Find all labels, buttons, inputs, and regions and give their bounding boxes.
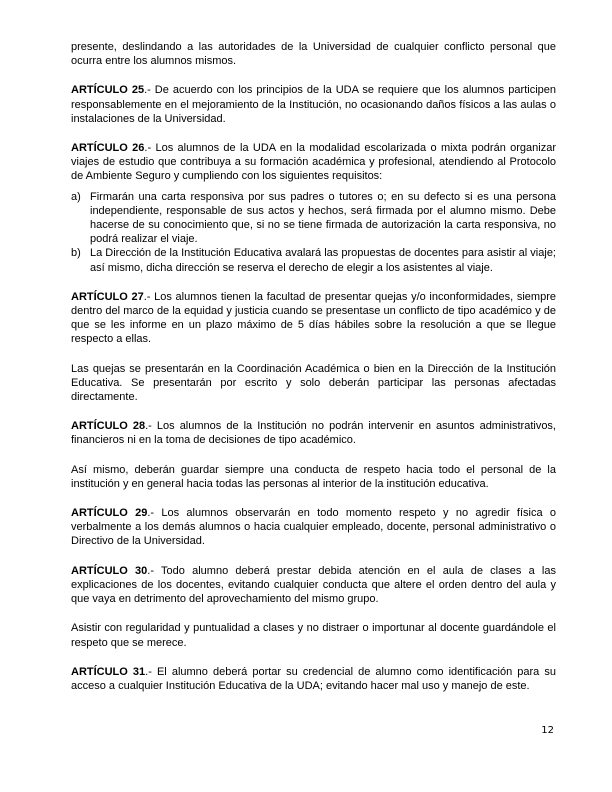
article-label: ARTÍCULO 29 bbox=[71, 507, 148, 520]
article-label: ARTÍCULO 30 bbox=[71, 564, 148, 577]
article-label: ARTÍCULO 31 bbox=[71, 665, 146, 678]
article-30 bbox=[71, 564, 556, 607]
article-26 bbox=[71, 141, 556, 184]
article-27-complaints: Las quejas se presentarán en la Coordinación Académica o bien en la Dirección de la Institución Educativa. Se presentarán por escrito y solo deberán participar las personas afectadas directamente. bbox=[71, 362, 556, 404]
page-number: 12 bbox=[541, 725, 554, 736]
article-29 bbox=[71, 506, 556, 549]
document-page bbox=[71, 40, 556, 708]
list-marker: b) bbox=[71, 247, 81, 260]
requirements-list bbox=[71, 190, 556, 275]
article-text: .- Los alumnos de la Institución no podrán intervenir en asuntos administrativos, financieros ni en la toma de decisiones de tipo académico. bbox=[71, 420, 556, 447]
article-28-conduct: Así mismo, deberán guardar siempre una conducta de respeto hacia todo el personal de la institución y en general hacia todas las personas al interior de la institución educativa. bbox=[71, 463, 556, 490]
article-text: .- El alumno deberá portar su credencial de alumno como identificación para su acceso a cualquier Institución Educativa de la UDA; evitando hacer mal uso y manejo de este. bbox=[71, 665, 556, 692]
article-text: .- De acuerdo con los principios de la UDA se requiere que los alumnos participen responsablemente en el mejoramiento de la Institución, no ocasionando daños físicos a las aulas o instalaciones de la Universidad. bbox=[71, 84, 556, 125]
article-label: ARTÍCULO 27 bbox=[71, 290, 144, 303]
article-label: ARTÍCULO 28 bbox=[71, 420, 146, 433]
article-text: .- Todo alumno deberá prestar debida atención en el aula de clases a las explicaciones de los docentes, evitando cualquier conducta que altere el orden dentro del aula y que vaya en detrimento del aprovechamiento del mismo grupo. bbox=[71, 564, 556, 606]
article-28 bbox=[71, 419, 556, 447]
article-27 bbox=[71, 290, 556, 347]
intro-paragraph: presente, deslindando a las autoridades de la Universidad de cualquier conflicto personal que ocurra entre los alumnos mismos. bbox=[71, 41, 556, 68]
article-30-attendance: Asistir con regularidad y puntualidad a clases y no distraer o importunar al docente guardándole el respeto que se merece. bbox=[71, 622, 556, 649]
list-item bbox=[71, 246, 556, 274]
article-31 bbox=[71, 665, 556, 693]
article-text: .- Los alumnos de la UDA en la modalidad escolarizada o mixta podrán organizar viajes de estudio que contribuya a su formación académica y profesional, atendiendo al Protocolo de Ambiente Seguro y cumpliendo con los siguientes requisitos: bbox=[71, 142, 557, 183]
article-label: ARTÍCULO 26 bbox=[71, 142, 145, 155]
article-label: ARTÍCULO 25 bbox=[71, 84, 145, 97]
article-text: .- Los alumnos observarán en todo momento respeto y no agredir física o verbalmente a los demás alumnos o hacia cualquier empleado, docente, personal administrativo o Directivo de la Universidad. bbox=[71, 507, 556, 548]
article-25 bbox=[71, 83, 556, 126]
list-marker: a) bbox=[71, 190, 81, 203]
list-item bbox=[71, 190, 556, 247]
article-text: .- Los alumnos tienen la facultad de presentar quejas y/o inconformidades, siempre dentro del marco de la equidad y justicia cuando se presentase un conflicto de tipo académico y de que se les informe en un plazo máximo de 5 días hábiles sobre la resolución a que se llegue respecto a ellas. bbox=[71, 290, 556, 346]
list-item-text: Firmarán una carta responsiva por sus padres o tutores o; en su defecto si es una persona independiente, responsable de sus actos y hechos, será firmada por el alumno mismo. Debe hacerse de su conocimiento que, si no se tiene firmada de autorización la carta responsiva, no podrá realizar el viaje. bbox=[90, 190, 556, 246]
list-item-text: La Dirección de la Institución Educativa avalará las propuestas de docentes para asistir al viaje; así mismo, dicha dirección se reserva el derecho de elegir a los asistentes al viaje. bbox=[90, 247, 556, 274]
